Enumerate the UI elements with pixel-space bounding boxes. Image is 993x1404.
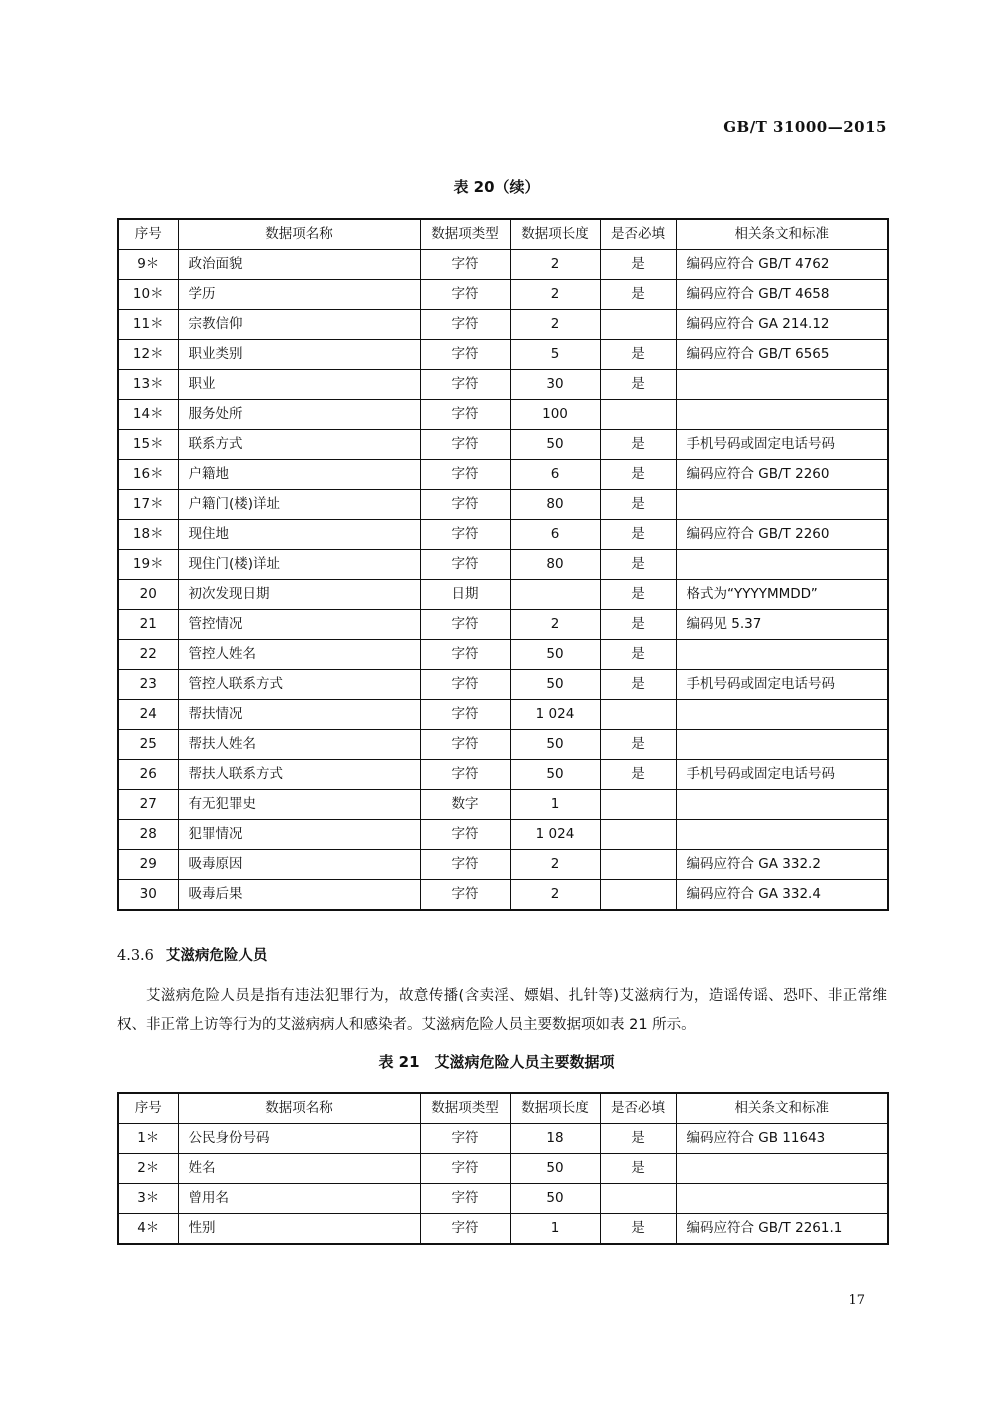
column-header: 数据项类型	[420, 219, 510, 250]
cell-item-name: 吸毒后果	[178, 880, 420, 911]
cell-length: 50	[510, 760, 600, 790]
cell-standard: 编码应符合 GA 332.4	[676, 880, 888, 911]
cell-required	[600, 790, 676, 820]
cell-item-name: 帮扶人联系方式	[178, 760, 420, 790]
cell-length: 1 024	[510, 820, 600, 850]
cell-item-name: 帮扶情况	[178, 700, 420, 730]
cell-required: 是	[600, 730, 676, 760]
table-row	[118, 1184, 888, 1214]
cell-serial: 16＊	[118, 460, 178, 490]
cell-item-name: 帮扶人姓名	[178, 730, 420, 760]
cell-required: 是	[600, 460, 676, 490]
cell-type: 字符	[420, 1154, 510, 1184]
cell-standard: 编码应符合 GB/T 2260	[676, 460, 888, 490]
cell-serial: 23	[118, 670, 178, 700]
column-header: 数据项名称	[178, 1093, 420, 1124]
cell-type: 字符	[420, 1184, 510, 1214]
cell-type: 字符	[420, 640, 510, 670]
cell-item-name: 职业类别	[178, 340, 420, 370]
cell-standard	[676, 370, 888, 400]
cell-serial: 10＊	[118, 280, 178, 310]
cell-required: 是	[600, 670, 676, 700]
cell-type: 数字	[420, 790, 510, 820]
column-header: 相关条文和标准	[676, 1093, 888, 1124]
cell-required	[600, 700, 676, 730]
cell-type: 字符	[420, 490, 510, 520]
page-number: 17	[848, 1293, 865, 1308]
table-row	[118, 460, 888, 490]
cell-standard: 编码应符合 GA 332.2	[676, 850, 888, 880]
cell-serial: 1＊	[118, 1124, 178, 1154]
cell-serial: 19＊	[118, 550, 178, 580]
table-row	[118, 1154, 888, 1184]
cell-serial: 9＊	[118, 250, 178, 280]
cell-length: 2	[510, 880, 600, 911]
cell-standard: 编码应符合 GB/T 4658	[676, 280, 888, 310]
cell-serial: 29	[118, 850, 178, 880]
standard-code: GB/T 31000—2015	[723, 118, 887, 136]
cell-serial: 25	[118, 730, 178, 760]
cell-required: 是	[600, 640, 676, 670]
cell-required: 是	[600, 610, 676, 640]
cell-length: 50	[510, 430, 600, 460]
table-row	[118, 880, 888, 911]
table-20	[117, 218, 889, 911]
cell-standard: 编码应符合 GB 11643	[676, 1124, 888, 1154]
cell-item-name: 姓名	[178, 1154, 420, 1184]
cell-serial: 30	[118, 880, 178, 911]
cell-length: 5	[510, 340, 600, 370]
cell-standard	[676, 640, 888, 670]
table-row	[118, 250, 888, 280]
cell-standard: 编码应符合 GB/T 2261.1	[676, 1214, 888, 1245]
cell-length: 50	[510, 1184, 600, 1214]
table-row	[118, 670, 888, 700]
table-row	[118, 820, 888, 850]
cell-required: 是	[600, 550, 676, 580]
cell-item-name: 有无犯罪史	[178, 790, 420, 820]
cell-standard: 格式为“YYYYMMDD”	[676, 580, 888, 610]
column-header: 数据项类型	[420, 1093, 510, 1124]
cell-standard	[676, 1154, 888, 1184]
cell-required	[600, 310, 676, 340]
column-header: 数据项名称	[178, 219, 420, 250]
cell-serial: 27	[118, 790, 178, 820]
cell-length: 50	[510, 670, 600, 700]
table-row	[118, 340, 888, 370]
cell-serial: 24	[118, 700, 178, 730]
column-header: 是否必填	[600, 1093, 676, 1124]
cell-required	[600, 850, 676, 880]
cell-item-name: 吸毒原因	[178, 850, 420, 880]
cell-type: 字符	[420, 850, 510, 880]
table-row	[118, 640, 888, 670]
cell-required: 是	[600, 1154, 676, 1184]
table-20-body	[118, 250, 888, 911]
cell-serial: 21	[118, 610, 178, 640]
table-21-caption: 表 21 艾滋病危险人员主要数据项	[378, 1053, 615, 1071]
table-row	[118, 280, 888, 310]
cell-length: 2	[510, 610, 600, 640]
cell-required: 是	[600, 280, 676, 310]
cell-standard	[676, 820, 888, 850]
cell-standard	[676, 730, 888, 760]
column-header: 相关条文和标准	[676, 219, 888, 250]
cell-standard: 手机号码或固定电话号码	[676, 430, 888, 460]
cell-item-name: 职业	[178, 370, 420, 400]
table-row	[118, 700, 888, 730]
cell-required: 是	[600, 250, 676, 280]
cell-standard: 手机号码或固定电话号码	[676, 760, 888, 790]
cell-standard: 编码见 5.37	[676, 610, 888, 640]
cell-type: 字符	[420, 340, 510, 370]
cell-type: 字符	[420, 430, 510, 460]
cell-standard: 手机号码或固定电话号码	[676, 670, 888, 700]
table-row	[118, 520, 888, 550]
cell-type: 字符	[420, 520, 510, 550]
cell-type: 字符	[420, 1124, 510, 1154]
cell-required: 是	[600, 520, 676, 550]
cell-length: 50	[510, 730, 600, 760]
cell-length: 2	[510, 280, 600, 310]
table-row	[118, 850, 888, 880]
cell-type: 字符	[420, 370, 510, 400]
cell-item-name: 管控情况	[178, 610, 420, 640]
cell-type: 字符	[420, 730, 510, 760]
cell-length: 2	[510, 310, 600, 340]
cell-length: 6	[510, 520, 600, 550]
cell-length: 1	[510, 790, 600, 820]
cell-standard	[676, 550, 888, 580]
cell-standard: 编码应符合 GB/T 2260	[676, 520, 888, 550]
cell-item-name: 公民身份号码	[178, 1124, 420, 1154]
cell-length: 80	[510, 550, 600, 580]
cell-standard	[676, 1184, 888, 1214]
cell-length: 50	[510, 1154, 600, 1184]
cell-standard	[676, 790, 888, 820]
table-row	[118, 310, 888, 340]
cell-length: 18	[510, 1124, 600, 1154]
table-row	[118, 730, 888, 760]
cell-item-name: 联系方式	[178, 430, 420, 460]
cell-required: 是	[600, 340, 676, 370]
cell-required: 是	[600, 760, 676, 790]
cell-standard: 编码应符合 GB/T 6565	[676, 340, 888, 370]
table-row	[118, 550, 888, 580]
cell-required: 是	[600, 490, 676, 520]
cell-required	[600, 820, 676, 850]
cell-type: 字符	[420, 310, 510, 340]
cell-required: 是	[600, 430, 676, 460]
cell-type: 字符	[420, 280, 510, 310]
section-heading	[117, 944, 267, 965]
cell-length: 100	[510, 400, 600, 430]
cell-standard	[676, 700, 888, 730]
cell-item-name: 学历	[178, 280, 420, 310]
cell-required	[600, 1184, 676, 1214]
cell-required: 是	[600, 370, 676, 400]
section-title: 艾滋病危险人员	[165, 948, 268, 964]
table-row	[118, 1214, 888, 1245]
column-header: 数据项长度	[510, 219, 600, 250]
cell-serial: 15＊	[118, 430, 178, 460]
cell-type: 字符	[420, 550, 510, 580]
cell-type: 字符	[420, 250, 510, 280]
cell-standard: 编码应符合 GA 214.12	[676, 310, 888, 340]
cell-serial: 3＊	[118, 1184, 178, 1214]
cell-length: 6	[510, 460, 600, 490]
cell-item-name: 管控人联系方式	[178, 670, 420, 700]
cell-length: 30	[510, 370, 600, 400]
column-header: 数据项长度	[510, 1093, 600, 1124]
cell-type: 字符	[420, 820, 510, 850]
cell-item-name: 犯罪情况	[178, 820, 420, 850]
cell-type: 字符	[420, 700, 510, 730]
cell-type: 字符	[420, 460, 510, 490]
table-row	[118, 790, 888, 820]
cell-length: 50	[510, 640, 600, 670]
table-row	[118, 430, 888, 460]
cell-serial: 20	[118, 580, 178, 610]
table-row	[118, 610, 888, 640]
cell-serial: 11＊	[118, 310, 178, 340]
column-header: 是否必填	[600, 219, 676, 250]
cell-type: 字符	[420, 670, 510, 700]
cell-type: 字符	[420, 400, 510, 430]
table-row	[118, 1124, 888, 1154]
table-row	[118, 580, 888, 610]
cell-item-name: 初次发现日期	[178, 580, 420, 610]
cell-standard: 编码应符合 GB/T 4762	[676, 250, 888, 280]
cell-standard	[676, 400, 888, 430]
cell-item-name: 政治面貌	[178, 250, 420, 280]
cell-length	[510, 580, 600, 610]
section-number: 4.3.6	[117, 948, 154, 964]
table-21	[117, 1092, 889, 1245]
cell-item-name: 户籍地	[178, 460, 420, 490]
cell-item-name: 服务处所	[178, 400, 420, 430]
table-header-row	[118, 1093, 888, 1124]
table-row	[118, 760, 888, 790]
cell-length: 1 024	[510, 700, 600, 730]
cell-serial: 4＊	[118, 1214, 178, 1245]
cell-item-name: 曾用名	[178, 1184, 420, 1214]
table-header-row	[118, 219, 888, 250]
cell-type: 字符	[420, 760, 510, 790]
cell-required: 是	[600, 1214, 676, 1245]
cell-length: 2	[510, 850, 600, 880]
cell-serial: 12＊	[118, 340, 178, 370]
table-21-body	[118, 1124, 888, 1245]
cell-item-name: 性别	[178, 1214, 420, 1245]
cell-type: 字符	[420, 1214, 510, 1245]
section-paragraph: 艾滋病危险人员是指有违法犯罪行为，故意传播(含卖淫、嫖娼、扎针等)艾滋病行为，造谣传谣、恐吓、非正常维权、非正常上访等行为的艾滋病病人和感染者。艾滋病危险人员主要数据项如表 21 所示。	[117, 988, 887, 1033]
cell-type: 字符	[420, 880, 510, 911]
cell-required	[600, 880, 676, 911]
cell-item-name: 现住地	[178, 520, 420, 550]
cell-item-name: 现住门(楼)详址	[178, 550, 420, 580]
cell-serial: 14＊	[118, 400, 178, 430]
cell-serial: 18＊	[118, 520, 178, 550]
cell-item-name: 户籍门(楼)详址	[178, 490, 420, 520]
cell-length: 1	[510, 1214, 600, 1245]
cell-required	[600, 400, 676, 430]
table-row	[118, 490, 888, 520]
cell-standard	[676, 490, 888, 520]
table-row	[118, 370, 888, 400]
cell-type: 字符	[420, 610, 510, 640]
cell-serial: 26	[118, 760, 178, 790]
cell-serial: 22	[118, 640, 178, 670]
column-header: 序号	[118, 219, 178, 250]
cell-item-name: 管控人姓名	[178, 640, 420, 670]
cell-required: 是	[600, 1124, 676, 1154]
cell-type: 日期	[420, 580, 510, 610]
column-header: 序号	[118, 1093, 178, 1124]
cell-length: 2	[510, 250, 600, 280]
cell-serial: 28	[118, 820, 178, 850]
cell-item-name: 宗教信仰	[178, 310, 420, 340]
cell-serial: 13＊	[118, 370, 178, 400]
cell-serial: 2＊	[118, 1154, 178, 1184]
cell-length: 80	[510, 490, 600, 520]
cell-required: 是	[600, 580, 676, 610]
cell-serial: 17＊	[118, 490, 178, 520]
table-20-caption: 表 20（续）	[453, 178, 540, 196]
table-row	[118, 400, 888, 430]
